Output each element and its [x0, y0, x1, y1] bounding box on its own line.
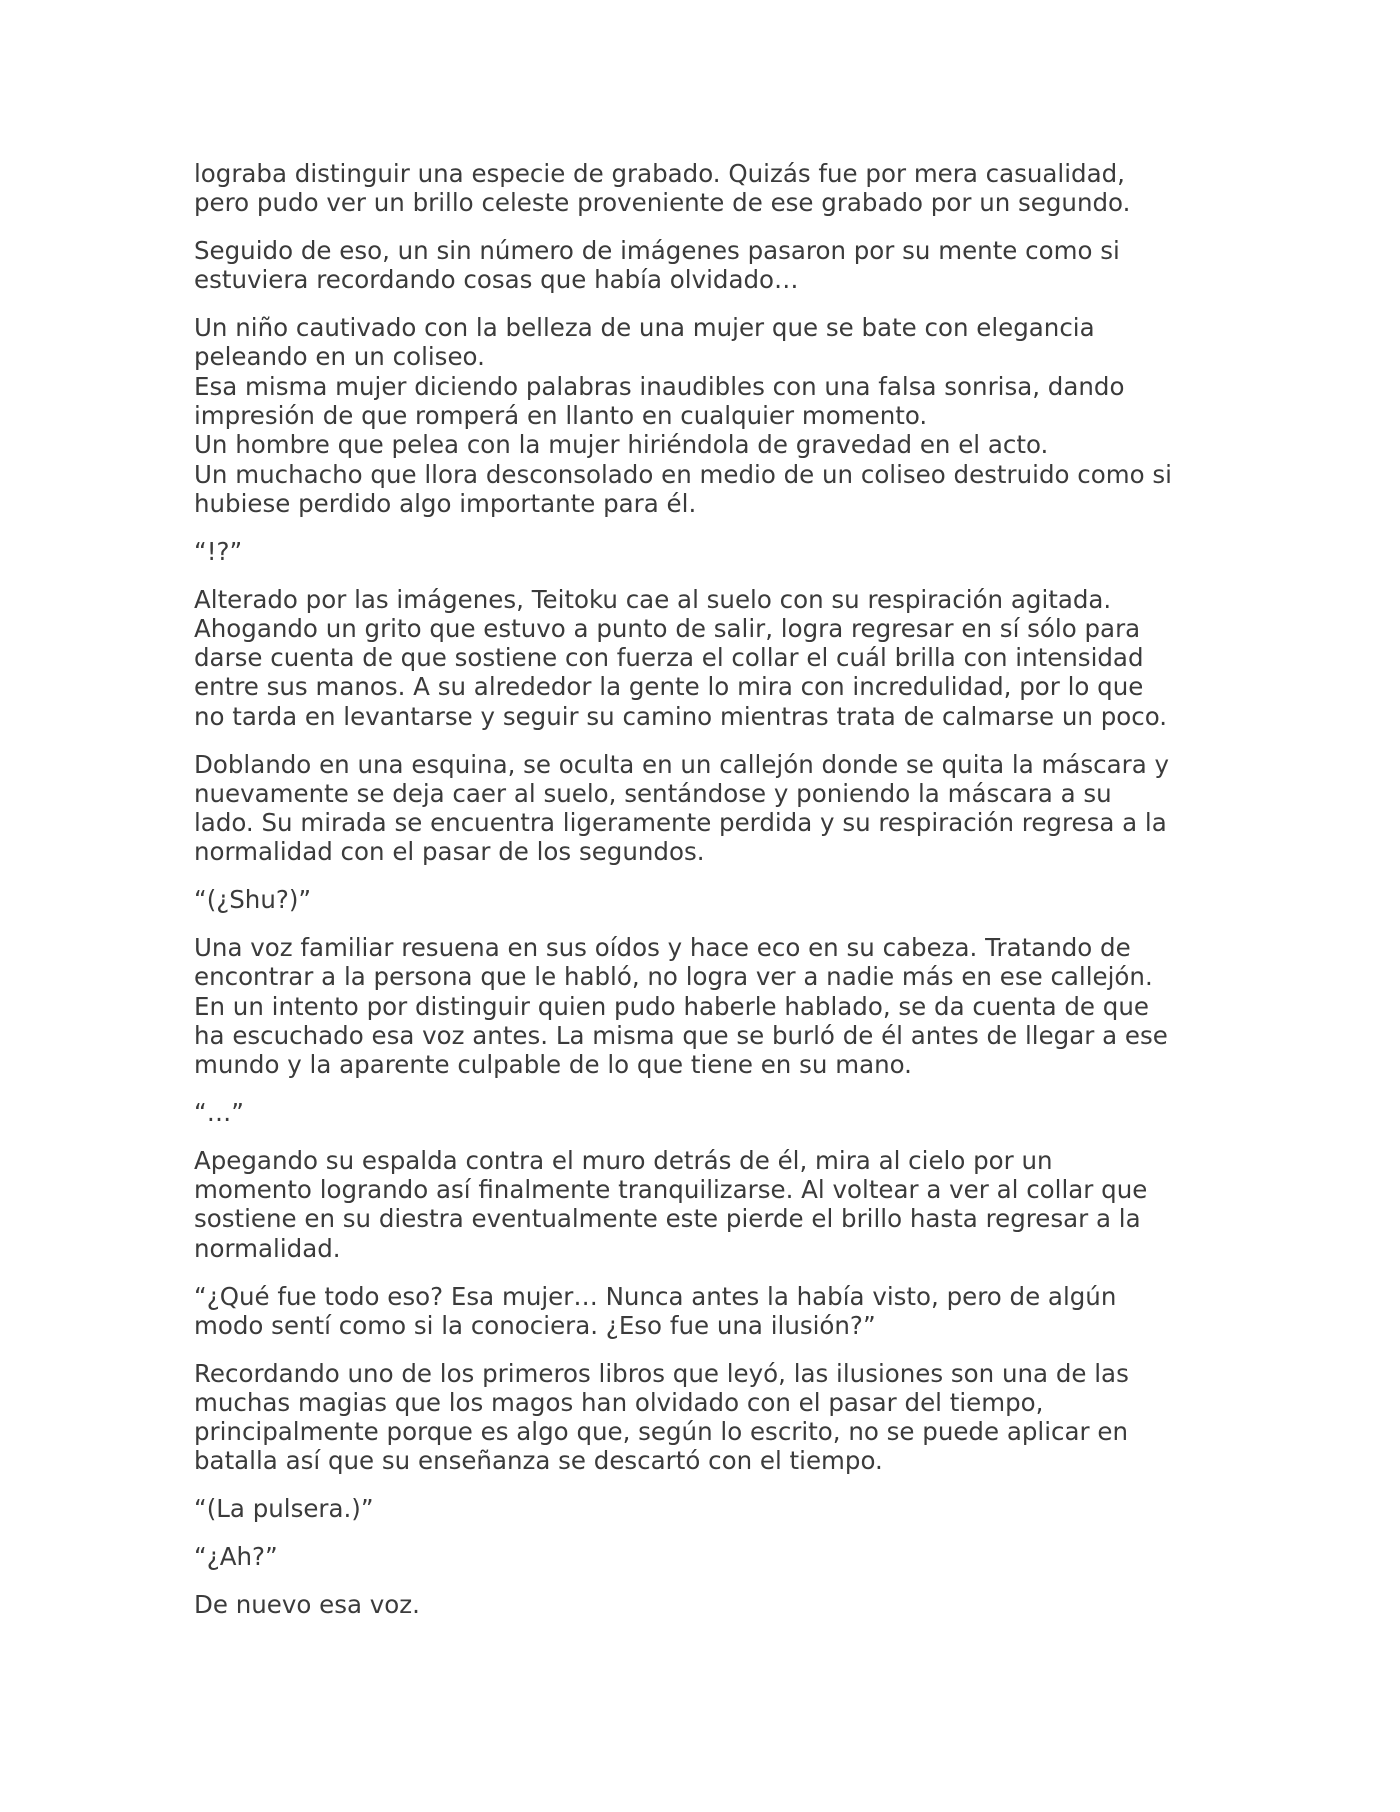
paragraph — [194, 1359, 1214, 1476]
text-line: batalla así que su enseñanza se descartó con el tiempo. — [194, 1446, 883, 1476]
text-line: entre sus manos. A su alrededor la gente lo mira con incredulidad, por lo que — [194, 672, 1144, 702]
text-line: encontrar a la persona que le habló, no logra ver a nadie más en ese callejón. — [194, 962, 1153, 992]
paragraph — [194, 585, 1214, 731]
paragraph — [194, 1146, 1214, 1263]
text-line: “…” — [194, 1098, 244, 1128]
text-line: “(La pulsera.)” — [194, 1494, 374, 1524]
paragraph — [194, 750, 1214, 867]
paragraph — [194, 313, 1214, 518]
text-line: momento logrando así finalmente tranquilizarse. Al voltear a ver al collar que — [194, 1175, 1148, 1205]
text-line: hubiese perdido algo importante para él. — [194, 488, 697, 518]
text-line: nuevamente se deja caer al suelo, sentándose y poniendo la máscara a su — [194, 778, 1112, 808]
paragraph — [194, 159, 1214, 218]
dialogue-line — [194, 885, 1214, 914]
text-line: Doblando en una esquina, se oculta en un callejón donde se quita la máscara y — [194, 749, 1170, 779]
text-line: Recordando uno de los primeros libros que leyó, las ilusiones son una de las — [194, 1358, 1129, 1388]
text-line: Alterado por las imágenes, Teitoku cae al suelo con su respiración agitada. — [194, 584, 1112, 614]
text-line: modo sentí como si la conociera. ¿Eso fue una ilusión?” — [194, 1310, 876, 1340]
document-body — [194, 159, 1214, 1638]
text-line: “(¿Shu?)” — [194, 885, 312, 915]
dialogue-line — [194, 1494, 1214, 1523]
text-line: normalidad. — [194, 1233, 341, 1263]
text-line: Un hombre que pelea con la mujer hiriéndola de gravedad en el acto. — [194, 430, 1049, 460]
text-line: Un muchacho que llora desconsolado en medio de un coliseo destruido como si — [194, 459, 1172, 489]
text-line: ha escuchado esa voz antes. La misma que se burló de él antes de llegar a ese — [194, 1020, 1168, 1050]
text-line: En un intento por distinguir quien pudo haberle hablado, se da cuenta de que — [194, 991, 1149, 1021]
dialogue-line — [194, 1542, 1214, 1571]
text-line: impresión de que romperá en llanto en cualquier momento. — [194, 401, 928, 431]
text-line: Esa misma mujer diciendo palabras inaudibles con una falsa sonrisa, dando — [194, 371, 1125, 401]
paragraph — [194, 1590, 1214, 1619]
text-line: “!?” — [194, 536, 243, 566]
text-line: lograba distinguir una especie de grabado. Quizás fue por mera casualidad, — [194, 159, 1125, 188]
text-line: Ahogando un grito que estuvo a punto de salir, logra regresar en sí sólo para — [194, 613, 1141, 643]
text-line: lado. Su mirada se encuentra ligeramente perdida y su respiración regresa a la — [194, 808, 1167, 838]
text-line: no tarda en levantarse y seguir su camino mientras trata de calmarse un poco. — [194, 701, 1168, 731]
dialogue-line — [194, 1098, 1214, 1127]
text-line: “¿Ah?” — [194, 1542, 278, 1572]
text-line: Apegando su espalda contra el muro detrás de él, mira al cielo por un — [194, 1145, 1053, 1175]
paragraph — [194, 236, 1214, 295]
text-line: peleando en un coliseo. — [194, 342, 485, 372]
paragraph — [194, 933, 1214, 1079]
text-line: estuviera recordando cosas que había olvidado… — [194, 265, 799, 295]
text-line: normalidad con el pasar de los segundos. — [194, 837, 705, 867]
text-line: darse cuenta de que sostiene con fuerza el collar el cuál brilla con intensidad — [194, 643, 1144, 673]
text-line: muchas magias que los magos han olvidado con el pasar del tiempo, — [194, 1387, 1044, 1417]
text-line: De nuevo esa voz. — [194, 1589, 420, 1619]
text-line: mundo y la aparente culpable de lo que tiene en su mano. — [194, 1050, 912, 1080]
dialogue-line — [194, 537, 1214, 566]
text-line: sostiene en su diestra eventualmente este pierde el brillo hasta regresar a la — [194, 1204, 1141, 1234]
text-line: principalmente porque es algo que, según lo escrito, no se puede aplicar en — [194, 1417, 1128, 1447]
text-line: “¿Qué fue todo eso? Esa mujer… Nunca antes la había visto, pero de algún — [194, 1281, 1117, 1311]
text-line: Un niño cautivado con la belleza de una mujer que se bate con elegancia — [194, 313, 1095, 343]
text-line: Seguido de eso, un sin número de imágenes pasaron por su mente como si — [194, 236, 1120, 266]
dialogue-line — [194, 1282, 1214, 1341]
text-line: Una voz familiar resuena en sus oídos y hace eco en su cabeza. Tratando de — [194, 933, 1131, 963]
text-line: pero pudo ver un brillo celeste proveniente de ese grabado por un segundo. — [194, 188, 1131, 218]
